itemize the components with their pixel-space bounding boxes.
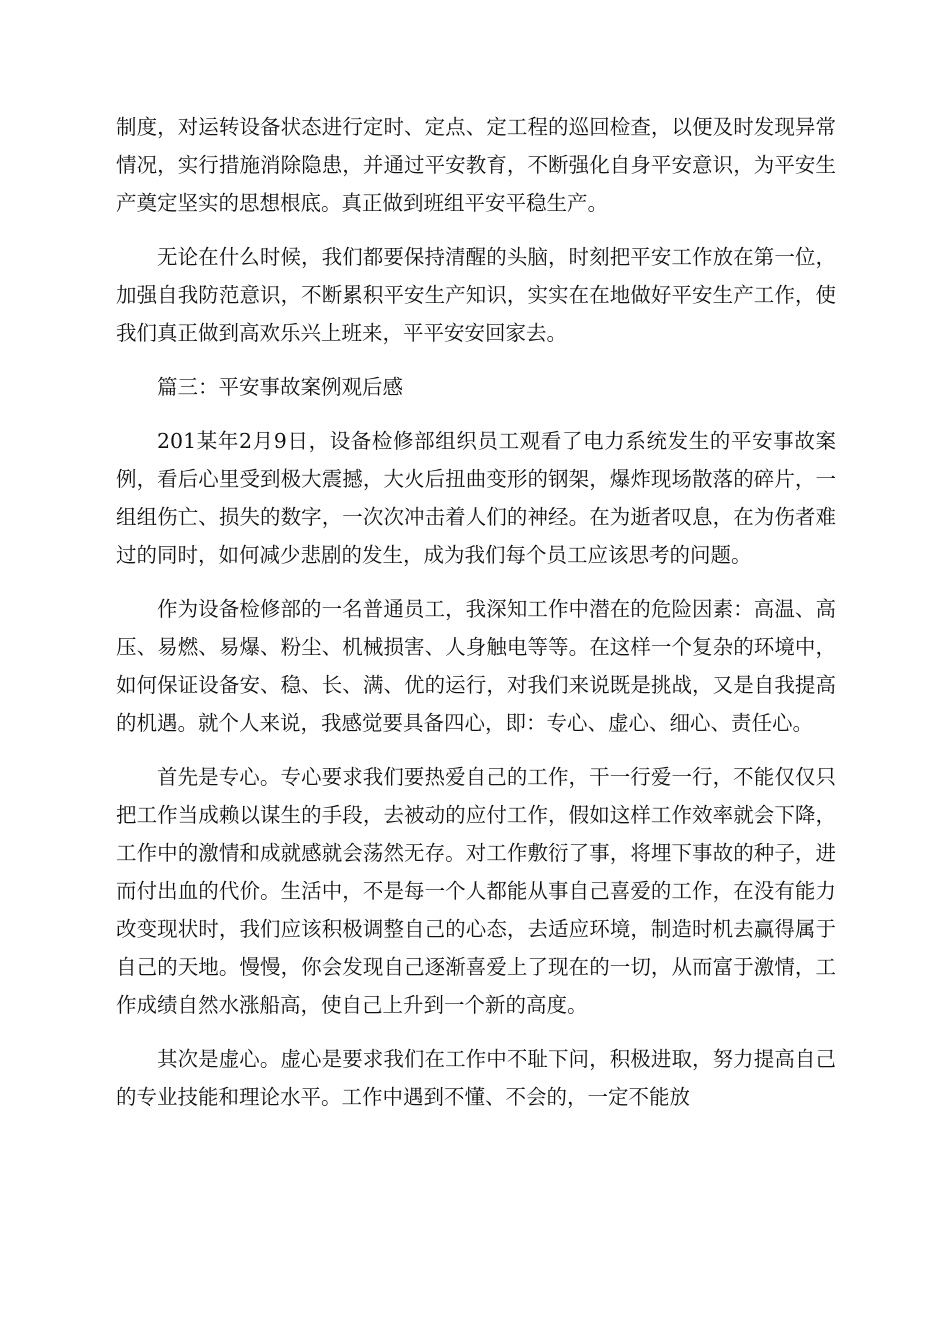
paragraph-continuation: 制度，对运转设备状态进行定时、定点、定工程的巡回检查，以便及时发现异常情况，实行措施消除隐患，并通过平安教育，不断强化自身平安意识，为平安生产奠定坚实的思想根底。真正做到班组平安平稳生产。 <box>116 115 836 215</box>
paragraph-focus: 首先是专心。专心要求我们要热爱自己的工作，干一行爱一行，不能仅仅只把工作当成赖以谋生的手段，去被动的应付工作，假如这样工作效率就会下降，工作中的激情和成就感就会荡然无存。对工作敷衍了事，将埋下事故的种子，进而付出血的代价。生活中，不是每一个人都能从事自己喜爱的工作，在没有能力改变现状时，我们应该积极调整自己的心态，去适应环境，制造时机去赢得属于自己的天地。慢慢，你会发现自己逐渐喜爱上了现在的一切，从而富于激情，工作成绩自然水涨船高，使自己上升到一个新的高度。 <box>116 765 836 1017</box>
paragraph-humility: 其次是虚心。虚心是要求我们在工作中不耻下问，积极进取，努力提高自己的专业技能和理论水平。工作中遇到不懂、不会的，一定不能放 <box>116 1047 836 1109</box>
paragraph-case-viewing: 201某年2月9日，设备检修部组织员工观看了电力系统发生的平安事故案例，看后心里受到极大震撼，大火后扭曲变形的钢架，爆炸现场散落的碎片，一组组伤亡、损失的数字，一次次冲击着人们的神经。在为逝者叹息，在为伤者难过的同时，如何减少悲剧的发生，成为我们每个员工应该思考的问题。 <box>116 429 836 567</box>
document-page <box>116 108 836 1132</box>
paragraph-safety-awareness: 无论在什么时候，我们都要保持清醒的头脑，时刻把平安工作放在第一位，加强自我防范意识，不断累积平安生产知识，实实在在地做好平安生产工作，使我们真正做到高欢乐兴上班来，平平安安回家去。 <box>116 245 836 345</box>
section-heading: 篇三：平安事故案例观后感 <box>157 375 403 399</box>
paragraph-risk-factors: 作为设备检修部的一名普通员工，我深知工作中潜在的危险因素：高温、高压、易燃、易爆、粉尘、机械损害、人身触电等等。在这样一个复杂的环境中，如何保证设备安、稳、长、满、优的运行，对我们来说既是挑战，又是自我提高的机遇。就个人来说，我感觉要具备四心，即：专心、虚心、细心、责任心。 <box>116 597 836 735</box>
